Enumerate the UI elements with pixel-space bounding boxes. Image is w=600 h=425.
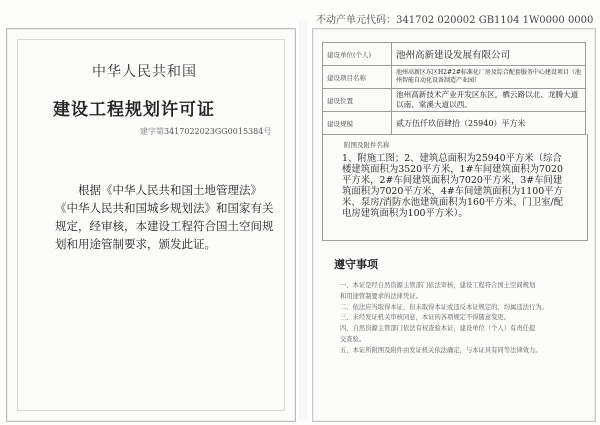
location-label: 建设位置 bbox=[323, 89, 392, 112]
list-item: 和用途管制要求的法律凭证。 bbox=[340, 292, 422, 300]
certificate-number bbox=[140, 126, 271, 137]
list-item: 四、自然资源主管部门依法有权查验本证，建设单位（个人）有责任提 bbox=[340, 325, 536, 333]
certificate-number-value-2: 3GG0015384 bbox=[209, 127, 264, 136]
center-fold bbox=[299, 20, 307, 420]
table-row bbox=[323, 43, 586, 66]
project-name-label: 建设项目名称 bbox=[323, 66, 392, 89]
scale-value: 贰万伍仟玖佰肆拾（25940）平方米 bbox=[392, 112, 586, 135]
list-item: 五、本证所附图及附件由发证机关依法确定，与本证具有同等法律效力。 bbox=[340, 346, 542, 354]
list-item: 三、未经发证机关审核同意，本证的各项规定不得随意变更。 bbox=[340, 314, 511, 322]
list-item: 二、依法应当取得本证，但未取得本证或违反本证规定的，均属违法行为。 bbox=[340, 303, 548, 311]
location-value: 池州高新技术产业开发区东区，栖云路以北、龙腾大道以南、棠溪大道以西。 bbox=[392, 89, 586, 112]
notes-title: 遵守事项 bbox=[334, 258, 378, 271]
real-estate-unit-code: 不动产单元代码：341702 020002 GB1104 1W0000 0000 bbox=[316, 15, 594, 26]
certificate-number-prefix: 建字第 bbox=[140, 127, 164, 136]
project-info-table bbox=[322, 42, 586, 135]
notes-list bbox=[340, 281, 570, 357]
list-item: 交查验。 bbox=[340, 335, 366, 343]
attachments-label: 附图及附件名称 bbox=[344, 141, 390, 149]
issuance-statement-text: 根据《中华人民共和国土地管理法》《中华人民共和国城乡规划法》和国家有关规定，经审核，本建设工程符合国土空间规划和用途管制要求，颁发此证。 bbox=[55, 183, 274, 251]
list-item: 一、本证是经自然资源主管部门依法审核，建设工程符合国土空间规划 bbox=[340, 282, 536, 289]
scale-label: 建设规模 bbox=[323, 112, 392, 135]
table-row bbox=[323, 66, 586, 89]
attachments-value: 1、附施工图；2、建筑总面积为25940平方米（综合楼建筑面积为3520平方米，1#车间建筑面积为7020平方米，2#车间建筑面积为7020平方米，3#车间建筑面积为7020平方米，4#车间建筑面积为1100平方米、泵房/消防水池建筑面积为160平方米、门卫室/配电房建筑面积为100平方米）。 bbox=[342, 153, 564, 219]
issuance-statement bbox=[55, 181, 277, 253]
project-name-value: 池州高新区东区H2#2#标准化厂房及综合配套服务中心建设项目（池州智能自动化设备制造产业园） bbox=[392, 66, 586, 89]
table-row bbox=[323, 89, 586, 112]
construction-unit-label: 建设单位(个人) bbox=[323, 43, 392, 66]
country-name: 中华人民共和国 bbox=[92, 64, 197, 80]
document-title: 建设工程规划许可证 bbox=[53, 100, 215, 120]
table-row bbox=[323, 112, 586, 135]
certificate-number-suffix: 号 bbox=[263, 127, 272, 136]
construction-unit-value: 池州高新建设发展有限公司 bbox=[392, 43, 586, 66]
certificate-number-value: 341702202 bbox=[164, 127, 210, 136]
